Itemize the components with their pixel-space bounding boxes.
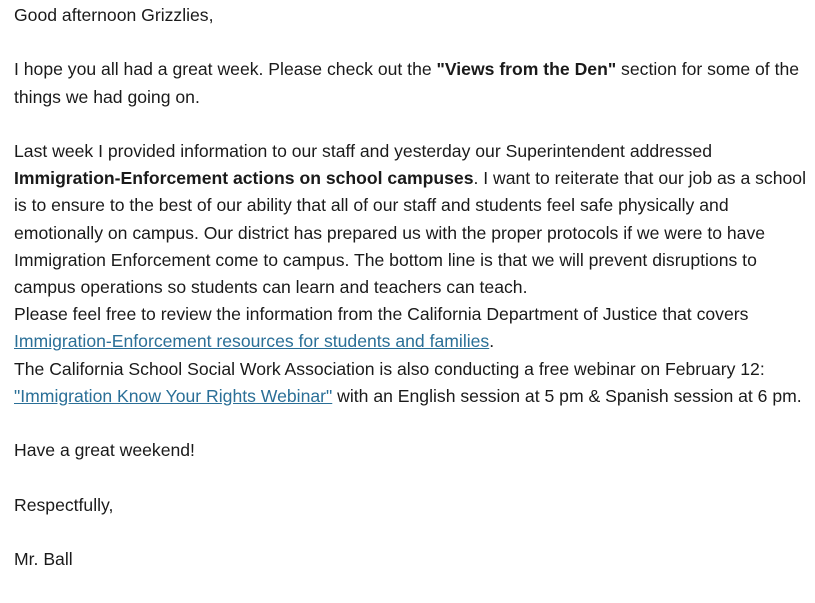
greeting: Good afternoon Grizzlies, xyxy=(14,5,214,25)
doj-paragraph xyxy=(14,301,814,355)
intro-text: I hope you all had a great week. Please check out the xyxy=(14,59,437,80)
immigration-paragraph xyxy=(14,138,814,301)
immigration-resources-link[interactable]: Immigration-Enforcement resources for students and families xyxy=(14,331,490,352)
closing-line: Have a great weekend! xyxy=(14,440,195,461)
intro-paragraph xyxy=(14,56,814,110)
webinar-text-end: with an English session at 5 pm & Spanish session at 6 pm. xyxy=(332,385,802,406)
immigration-enforcement-heading: Immigration-Enforcement actions on school campuses xyxy=(14,168,474,189)
paragraph-gap xyxy=(14,464,814,491)
paragraph-gap xyxy=(14,29,814,56)
email-body xyxy=(14,2,814,573)
paragraph-gap xyxy=(14,111,814,138)
webinar-text: The California School Social Work Association is also conducting a free webinar on February 12: xyxy=(14,358,765,379)
paragraph-gap xyxy=(14,519,814,546)
doj-text: Please feel free to review the information from the California Department of Justice that covers xyxy=(14,304,749,325)
views-from-den-title: "Views from the Den" xyxy=(436,59,617,80)
signature: Mr. Ball xyxy=(14,548,73,569)
immigration-text: Last week I provided information to our staff and yesterday our Superintendent addressed xyxy=(14,140,712,161)
doj-text-end: . xyxy=(489,331,495,352)
signoff: Respectfully, xyxy=(14,494,114,515)
intro-text-end: section for some of the things we had going on. xyxy=(14,59,800,107)
immigration-text-end: . I want to reiterate that our job as a school is to ensure to the best of our ability that all of our staff and students feel safe physically and emotionally on campus. Our district has prepared us with the proper protocols if we were to have Immigration Enforcement come to campus. The bottom line is that we will prevent disruptions to campus operations so students can learn and teachers can teach. xyxy=(14,168,806,297)
webinar-paragraph xyxy=(14,356,814,410)
paragraph-gap xyxy=(14,410,814,437)
webinar-link[interactable]: "Immigration Know Your Rights Webinar" xyxy=(14,385,333,406)
